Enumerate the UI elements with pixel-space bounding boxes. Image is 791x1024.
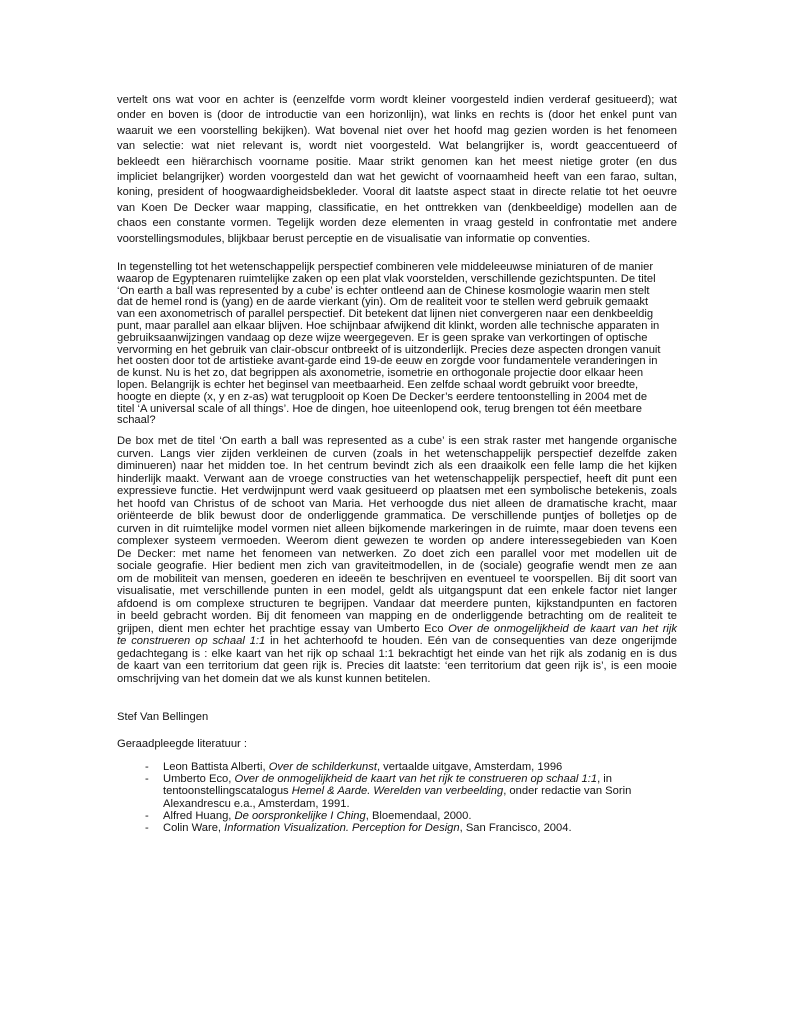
text-segment: impliciet belangrijker) worden voorgesteld dan wat het gewicht of voornaamheid heeft van een farao, sultan, — [117, 171, 677, 184]
text-segment: grijpen, dient men echter het prachtige essay van Umberto Eco — [117, 622, 449, 635]
italic-title: Hemel & Aarde. Werelden van verbeelding — [291, 785, 504, 798]
text-segment: van een axonometrisch of parallel perspectief. Dit betekent dat lijnen niet convergeren naar een denkbeeldig — [117, 308, 654, 321]
text-line — [163, 773, 677, 785]
text-segment: Colin Ware, — [163, 822, 225, 835]
bibliography-entry-text — [163, 761, 677, 773]
text-segment: de kaart van een territorium dat geen rijk is. Precies dit laatste: ‘een territorium dat geen rijk is’, is een mooie — [117, 660, 677, 672]
italic-title: te construeren op schaal 1:1 — [117, 635, 266, 647]
text-segment: het oosten door tot de artistieke avant-garde eind 19-de eeuw en zorgde voor fundamentele veranderingen in — [117, 355, 658, 368]
text-line — [117, 460, 677, 473]
list-dash-marker: - — [145, 809, 149, 822]
list-dash-marker: - — [145, 761, 149, 773]
text-line — [117, 185, 677, 200]
text-segment: , vertaalde uitgave, Amsterdam, 1996 — [376, 761, 563, 773]
text-line — [117, 404, 677, 416]
text-line — [163, 822, 677, 834]
text-segment: De Decker: met name het fenomeen van netwerken. Zo doet zich een parallel voor met modellen uit de — [117, 547, 677, 560]
italic-title: Over de onmogelijkheid de kaart van het rijk — [448, 622, 677, 635]
bibliography-entry-text — [163, 810, 677, 822]
text-segment: tentoonstellingscatalogus — [163, 785, 292, 798]
text-line — [117, 673, 677, 686]
text-line — [117, 124, 677, 139]
text-segment: gebruiksaanwijzingen vandaag op deze wijze weergegeven. Er is geen sprake van verkortingen of optische — [117, 331, 648, 344]
text-line — [117, 598, 677, 611]
text-segment: diminueren) naar het midden toe. In het centrum bevindt zich als een draaikolk een felle lamp die het kijken — [117, 460, 677, 472]
text-line — [163, 810, 677, 822]
text-segment: sociale geografie. Hier bedient men zich van graviteitmodellen, in de (sociale) geografie wendt men ze aan — [117, 560, 677, 572]
text-line — [117, 573, 677, 586]
text-segment: , San Francisco, 2004. — [459, 822, 572, 835]
bibliography-item — [145, 761, 677, 773]
text-segment: lopen. Belangrijk is echter het beginsel van meetbaarheid. Een zelfde schaal wordt gebruikt voor breedte, — [117, 378, 639, 391]
text-line — [117, 435, 677, 448]
text-segment: hoogte en diepte (x, y en z-as) wat terugplooit op Koen De Decker’s eerdere tentoonstelling in 2004 met de — [117, 390, 648, 403]
text-line — [163, 785, 677, 797]
text-segment: titel ‘A universal scale of all things’. Hoe de dingen, hoe uiteenlopend ook, terug brengen tot één meetbare — [117, 402, 642, 415]
text-segment: chaos een constante vormen. Tegelijk worden deze elementen in vraag gesteld in confrontatie met andere — [117, 217, 677, 230]
text-segment: visualisatie, met verschillende punten in een model, geldt als uitgangspunt dat een enkele factor niet langer — [117, 585, 677, 597]
text-segment: waarop de Egyptenaren ruimtelijke zaken op een plat vlak voorstelden, verschillende gezichtspunten. De titel — [117, 272, 656, 285]
text-line — [117, 448, 677, 461]
text-segment: De box met de titel ‘On earth a ball was represented as a cube’ is een strak raster met hangende organische — [117, 435, 677, 447]
italic-title: Over de onmogelijkheid de kaart van het rijk te construeren op schaal 1:1 — [234, 773, 598, 786]
text-segment: complexer systeem vermoeden. Weerom dient gewezen te worden op andere interessegebieden van Koen — [117, 535, 677, 547]
text-line — [163, 761, 677, 773]
paragraph-axonometric-perspective — [117, 262, 677, 427]
text-line — [117, 108, 677, 123]
bibliography-entry-text — [163, 822, 677, 834]
text-segment: vertelt ons wat voor en achter is (eenzelfde vorm wordt kleiner voorgesteld indien verderaf gesitueerd); wat — [117, 94, 677, 106]
text-segment: in beeld gebracht worden. Bij dit fenomeen van mapping en de onderliggende betrachting om de realiteit te — [117, 610, 677, 622]
text-segment: omschrijving van het domein dat we als kunst kunnen betitelen. — [117, 672, 431, 685]
text-line — [117, 510, 677, 523]
text-line — [117, 216, 677, 231]
text-line — [117, 523, 677, 536]
text-segment: bekleedt een hiërarchisch voorname positie. Maar strikt genomen kan het meest nietige groter (en dus — [117, 155, 677, 168]
text-line — [117, 473, 677, 486]
text-line — [117, 415, 677, 427]
text-segment: , Bloemendaal, 2000. — [365, 809, 472, 822]
text-line — [117, 498, 677, 511]
text-segment: gedachtegang is : elke kaart van het rijk op schaal 1:1 bekrachtigt het einde van het rijk als zodanig en is dus — [117, 647, 677, 660]
text-line — [117, 648, 677, 661]
italic-title: Over de schilderkunst — [268, 761, 377, 773]
text-segment: vervorming en het gebruik van clair-obscur ontbreekt of is uitzonderlijk. Precies deze aspecten drongen vanuit — [117, 343, 661, 356]
text-segment: Umberto Eco, — [163, 773, 235, 786]
text-line — [117, 201, 677, 216]
text-line — [117, 548, 677, 561]
text-line — [117, 93, 677, 108]
text-segment: curven in dit ruimtelijke model vormen niet alleen bijkomende markeringen in de ruimte, maar doen tevens een — [117, 522, 677, 535]
text-segment: in het achterhoofd te houden. Eén van de consequenties van deze ongerijmde — [265, 635, 677, 647]
text-segment: Leon Battista Alberti, — [163, 761, 269, 773]
text-segment: voorstellingsmodules, blijkbaar berust perceptie en de visualisatie van informatie op conventies. — [117, 232, 591, 245]
text-segment: van selectie: wat niet relevant is, wordt niet voorgesteld. Wat belangrijker is, wordt geaccentueerd of — [117, 140, 677, 153]
text-segment: onder en boven is (door de introductie van een horizonlijn), wat links en rechts is (door het enkel punt van — [117, 109, 677, 122]
text-line — [117, 660, 677, 673]
text-segment: punt, maar parallel aan elkaar blijven. Hoe schijnbaar afwijkend dit klinkt, worden alle technische apparaten in — [117, 319, 660, 332]
text-segment: hinderlijk maakt. Verwant aan de vroege constructies van het wetenschappelijk perspectief, heeft dit punt een — [117, 472, 677, 485]
text-line — [163, 798, 677, 810]
text-segment: afdoend is om complexe structuren te begrijpen. Vandaar dat meerdere punten, kijkstandpunten en factoren — [117, 597, 677, 610]
text-segment: de kunst. Nu is het zo, dat begrippen als axonometrie, isometrie en orthogonale projectie door elkaar heen — [117, 367, 644, 380]
text-segment: oriënteerde de blik bewust door de onderliggende grammatica. De verschillende puntjes of bolletjes op de — [117, 510, 677, 522]
text-segment: dat de hemel rond is (yang) en de aarde vierkant (yin). Om de realiteit voor te stellen werd gebruik gemaakt — [117, 296, 649, 309]
author-signature: Stef Van Bellingen — [117, 711, 209, 723]
text-segment: , in — [597, 773, 613, 786]
text-segment: schaal? — [117, 414, 156, 427]
text-line — [117, 232, 677, 247]
bibliography-entry-text — [163, 773, 677, 810]
text-segment: Alfred Huang, — [163, 809, 235, 822]
text-line — [117, 585, 677, 598]
text-segment: In tegenstelling tot het wetenschappelijk perspectief combineren vele middeleeuwse miniaturen of de manier — [117, 261, 654, 273]
bibliography-item — [145, 822, 677, 834]
list-dash-marker: - — [145, 773, 149, 786]
bibliography-heading: Geraadpleegde literatuur : — [117, 738, 247, 750]
text-line — [117, 139, 677, 154]
text-segment: expressieve functie. Het verdwijnpunt werd vaak gesitueerd op plaatsen met een symbolische betekenis, zoals — [117, 485, 677, 497]
text-segment: waaruit we een voorstelling bekijken). Wat bovenal niet over het hoofd mag gezien worden is het fenomeen — [117, 124, 677, 137]
text-segment: van Koen De Decker waar mapping, classificatie, en het onttrekken van (denkbeeldige) modellen aan de — [117, 201, 677, 214]
paragraph-box-description — [117, 435, 677, 685]
text-line — [117, 623, 677, 636]
bibliography-list — [145, 761, 677, 834]
text-line — [117, 535, 677, 548]
text-segment: Alexandrescu e.a., Amsterdam, 1991. — [163, 797, 350, 810]
text-segment: , onder redactie van Sorin — [503, 785, 632, 798]
paragraph-perspective-selection — [117, 93, 677, 247]
text-segment: ‘On earth a ball was represented by a cube’ is echter ontleend aan de Chinese kosmologie waarin men stelt — [117, 284, 650, 297]
text-line — [117, 485, 677, 498]
bibliography-item — [145, 810, 677, 822]
text-segment: koning, president of hoogwaardigheidsbekleder. Vooral dit laatste aspect staat in directe relatie tot het oeuvre — [117, 186, 677, 199]
text-line — [117, 560, 677, 573]
text-line — [117, 610, 677, 623]
italic-title: De oorspronkelijke I Ching — [234, 809, 366, 822]
text-line — [117, 155, 677, 170]
text-line — [117, 170, 677, 185]
text-segment: om de mobiliteit van mensen, goederen en ideeën te beschrijven en eventueel te voorspellen. Bij dit soort van — [117, 572, 677, 585]
text-line — [117, 635, 677, 648]
text-segment: het hoofd van Christus of de schoot van Maria. Het verhoogde dus niet alleen de dramatische kracht, maar — [117, 497, 677, 510]
text-segment: curven. Langs vier zijden verkleinen de curven (zoals in het wetenschappelijk perspectief dezelfde zaken — [117, 447, 677, 460]
bibliography-item — [145, 773, 677, 810]
italic-title: Information Visualization. Perception for Design — [224, 822, 460, 835]
list-dash-marker: - — [145, 822, 149, 835]
